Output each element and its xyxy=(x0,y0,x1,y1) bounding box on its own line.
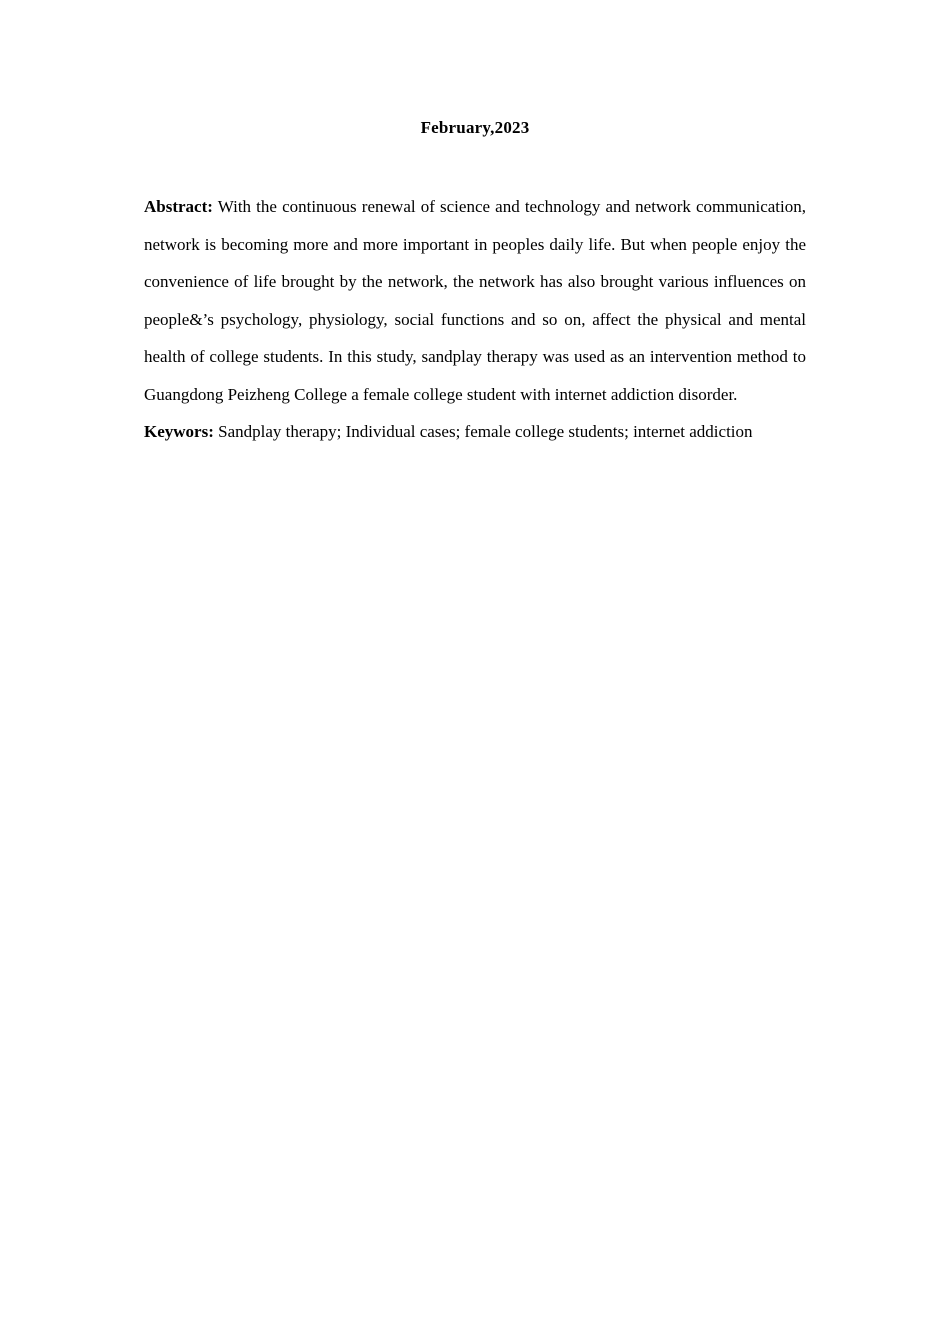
abstract-label: Abstract: xyxy=(144,197,213,216)
document-body xyxy=(144,188,806,451)
abstract-text: With the continuous renewal of science and technology and network communication, network is becoming more and more important in peoples daily life. But when people enjoy the convenience of life brought by the network, the network has also brought various influences on people&’s psychology, physiology, social functions and so on, affect the physical and mental health of college students. In this study, sandplay therapy was used as an intervention method to Guangdong Peizheng College a female college student with internet addiction disorder. xyxy=(144,197,806,404)
abstract-paragraph xyxy=(144,188,806,413)
keywords-paragraph xyxy=(144,413,806,451)
document-date-heading: February,2023 xyxy=(420,118,530,137)
keywords-text: Sandplay therapy; Individual cases; female college students; internet addiction xyxy=(213,422,753,441)
keywords-label: Keywors: xyxy=(144,422,214,441)
